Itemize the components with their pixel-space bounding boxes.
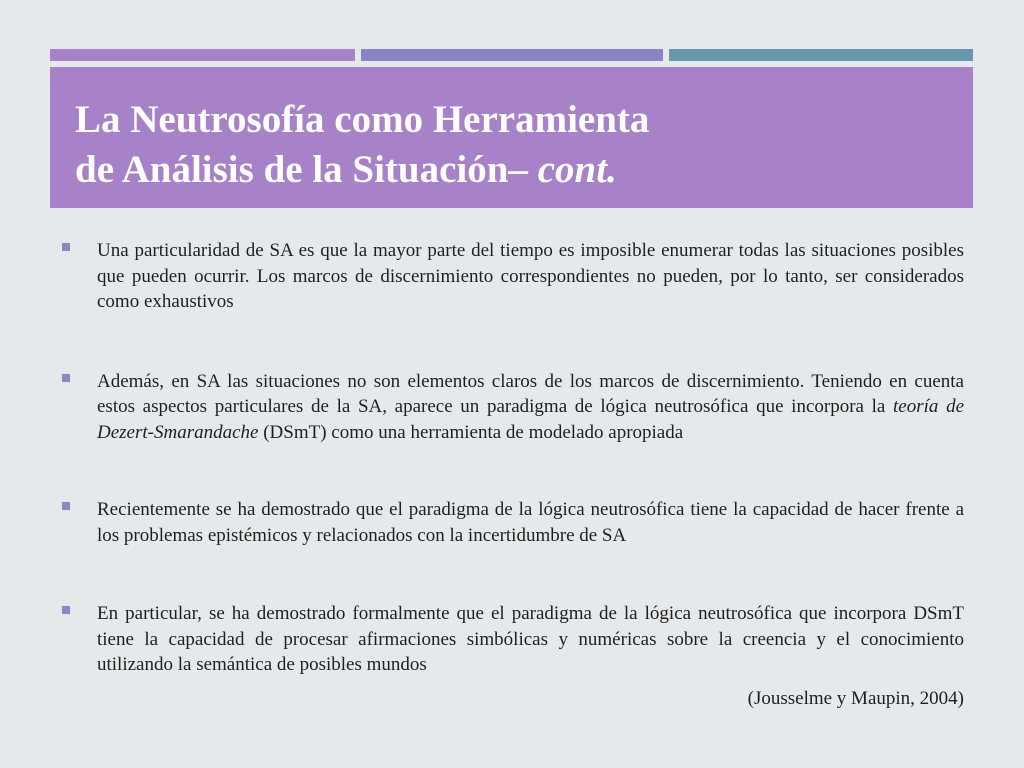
bullet-item-2: [59, 369, 964, 446]
accent-bar-1: [50, 49, 355, 61]
slide-title-band: [50, 67, 973, 208]
slide-body: [59, 238, 964, 712]
square-bullet-icon: [62, 243, 70, 251]
square-bullet-icon: [62, 502, 70, 510]
bullet-text-2-italic: teoría de Dezert-Smarandache: [97, 396, 964, 443]
bullet-item-1: [59, 238, 964, 315]
bullet-item-4: [59, 601, 964, 678]
bullet-item-3: [59, 497, 964, 548]
bullet-text-3: Recientemente se ha demostrado que el paradigma de la lógica neutrosófica tiene la capacidad de hacer frente a los problemas epistémicos y relacionados con la incertidumbre de SA: [97, 499, 964, 546]
bullet-text-1: Una particularidad de SA es que la mayor parte del tiempo es imposible enumerar todas las situaciones posibles que pueden ocurrir. Los marcos de discernimiento correspondientes no pueden, por lo tanto, ser considerados como exhaustivos: [97, 240, 964, 312]
slide-title-line-2: [75, 145, 973, 195]
bullet-text-4: En particular, se ha demostrado formalmente que el paradigma de la lógica neutrosófica que incorpora DSmT tiene la capacidad de procesar afirmaciones simbólicas y numéricas sobre la creencia y el conocimiento utilizando la semántica de posibles mundos: [97, 603, 964, 675]
citation: (Jousselme y Maupin, 2004): [747, 687, 964, 709]
slide-title-line-2-text: de Análisis de la Situación–: [75, 148, 528, 191]
slide-title-cont: cont.: [537, 148, 617, 191]
square-bullet-icon: [62, 374, 70, 382]
square-bullet-icon: [62, 606, 70, 614]
bullet-text-2-after: (DSmT) como una herramienta de modelado apropiada: [263, 421, 684, 443]
bullet-text-2-before: Además, en SA las situaciones no son elementos claros de los marcos de discernimiento. Teniendo en cuenta estos aspectos particulares de la SA, aparece un paradigma de lógica neutrosófica que incorpora la: [97, 370, 964, 417]
accent-bar-2: [361, 49, 663, 61]
accent-bar-3: [669, 49, 973, 61]
slide-title-line-1: La Neutrosofía como Herramienta: [75, 98, 650, 141]
